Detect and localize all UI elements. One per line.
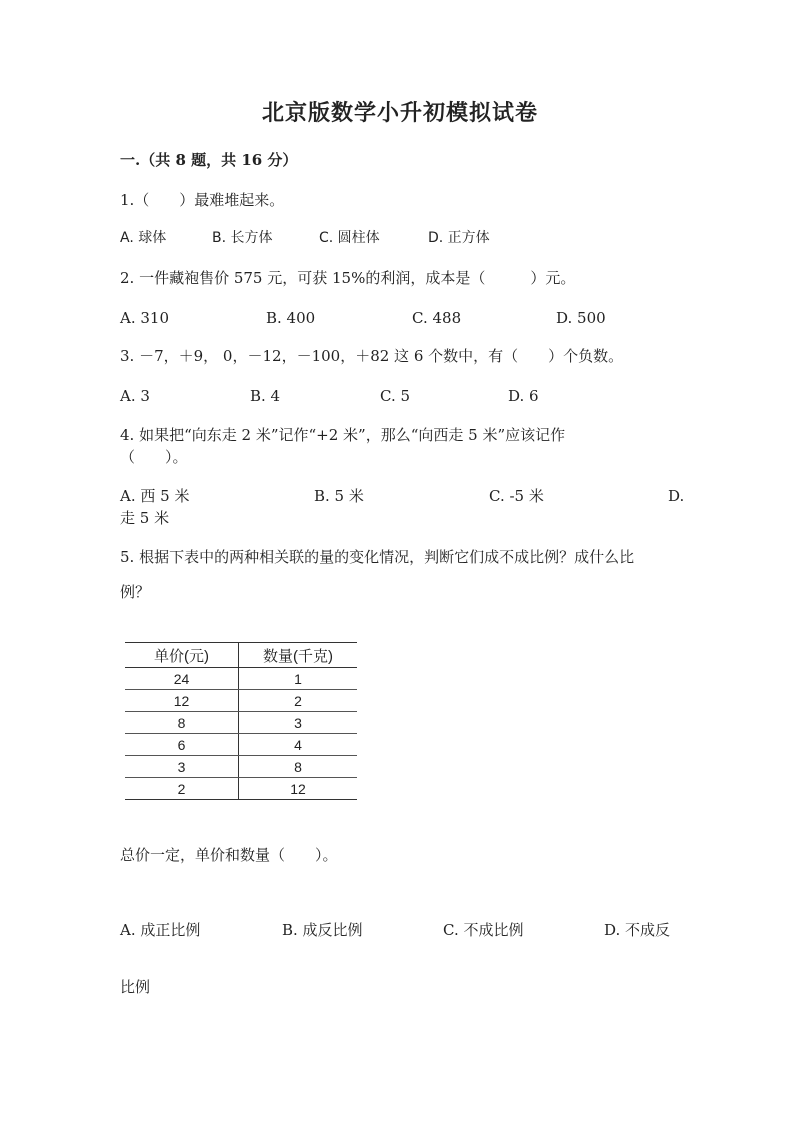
- q3-option-c: C. 5: [380, 387, 411, 405]
- q1-option-c: C. 圆柱体: [319, 230, 380, 246]
- q2-option-a: A. 310: [120, 309, 169, 327]
- q2-option-b: B. 400: [266, 309, 316, 327]
- table-row: [125, 690, 357, 712]
- q1-option-b: B. 长方体: [212, 230, 273, 246]
- table-cell-quantity: 1: [239, 668, 358, 690]
- q5-option-b: B. 成反比例: [282, 921, 363, 939]
- q2-option-c: C. 488: [412, 309, 462, 327]
- q5-option-a: A. 成正比例: [120, 921, 201, 939]
- q4-option-d-wrap: 走 5 米: [120, 509, 170, 527]
- table-cell-quantity: 12: [239, 778, 358, 800]
- price-quantity-table: [125, 642, 357, 800]
- q1-option-a: A. 球体: [120, 230, 167, 246]
- table-row: [125, 734, 357, 756]
- question-3-stem: 3. －7，＋9， 0，－12，－100，＋82 这 6 个数中，有（ ）个负数。: [120, 347, 624, 365]
- table-cell-price: 3: [125, 756, 239, 778]
- page-title: 北京版数学小升初模拟试卷: [261, 100, 538, 126]
- table-header-price: 单价(元): [125, 643, 239, 668]
- q2-option-d: D. 500: [556, 309, 606, 327]
- q1-option-d: D. 正方体: [428, 230, 490, 246]
- q3-option-b: B. 4: [250, 387, 281, 405]
- table-header-row: [125, 643, 357, 668]
- table-row: [125, 668, 357, 690]
- q3-option-d: D. 6: [508, 387, 539, 405]
- question-4-stem-cont: （ ）。: [120, 448, 188, 466]
- table-row: [125, 712, 357, 734]
- q3-option-a: A. 3: [120, 387, 150, 405]
- table-cell-quantity: 4: [239, 734, 358, 756]
- table-row: [125, 778, 357, 800]
- table-cell-price: 24: [125, 668, 239, 690]
- table-cell-price: 12: [125, 690, 239, 712]
- question-2-stem: 2. 一件藏袍售价 575 元，可获 15%的利润，成本是（ ）元。: [120, 269, 576, 287]
- q4-option-c: C. -5 米: [489, 487, 544, 505]
- table-cell-price: 6: [125, 734, 239, 756]
- table-cell-price: 2: [125, 778, 239, 800]
- q5-option-d: D. 不成反: [604, 921, 671, 939]
- table-header-quantity: 数量(千克): [239, 643, 358, 668]
- table-cell-quantity: 8: [239, 756, 358, 778]
- q4-option-a: A. 西 5 米: [120, 487, 190, 505]
- section-heading: 一.（共 8 题，共 16 分）: [120, 151, 298, 169]
- question-5-prompt: 总价一定，单价和数量（ ）。: [120, 846, 338, 864]
- q4-option-d: D.: [668, 487, 685, 505]
- q5-option-d-wrap: 比例: [120, 978, 151, 996]
- question-5-stem: 5. 根据下表中的两种相关联的量的变化情况，判断它们成不成比例？成什么比: [120, 548, 635, 566]
- q5-option-c: C. 不成比例: [443, 921, 524, 939]
- table-cell-price: 8: [125, 712, 239, 734]
- table-row: [125, 756, 357, 778]
- table-cell-quantity: 2: [239, 690, 358, 712]
- question-1-stem: 1.（ ）最难堆起来。: [120, 191, 285, 209]
- table-cell-quantity: 3: [239, 712, 358, 734]
- q4-option-b: B. 5 米: [314, 487, 364, 505]
- question-4-stem: 4. 如果把“向东走 2 米”记作“+2 米”，那么“向西走 5 米”应该记作: [120, 426, 566, 444]
- question-5-stem-cont: 例？: [120, 583, 151, 601]
